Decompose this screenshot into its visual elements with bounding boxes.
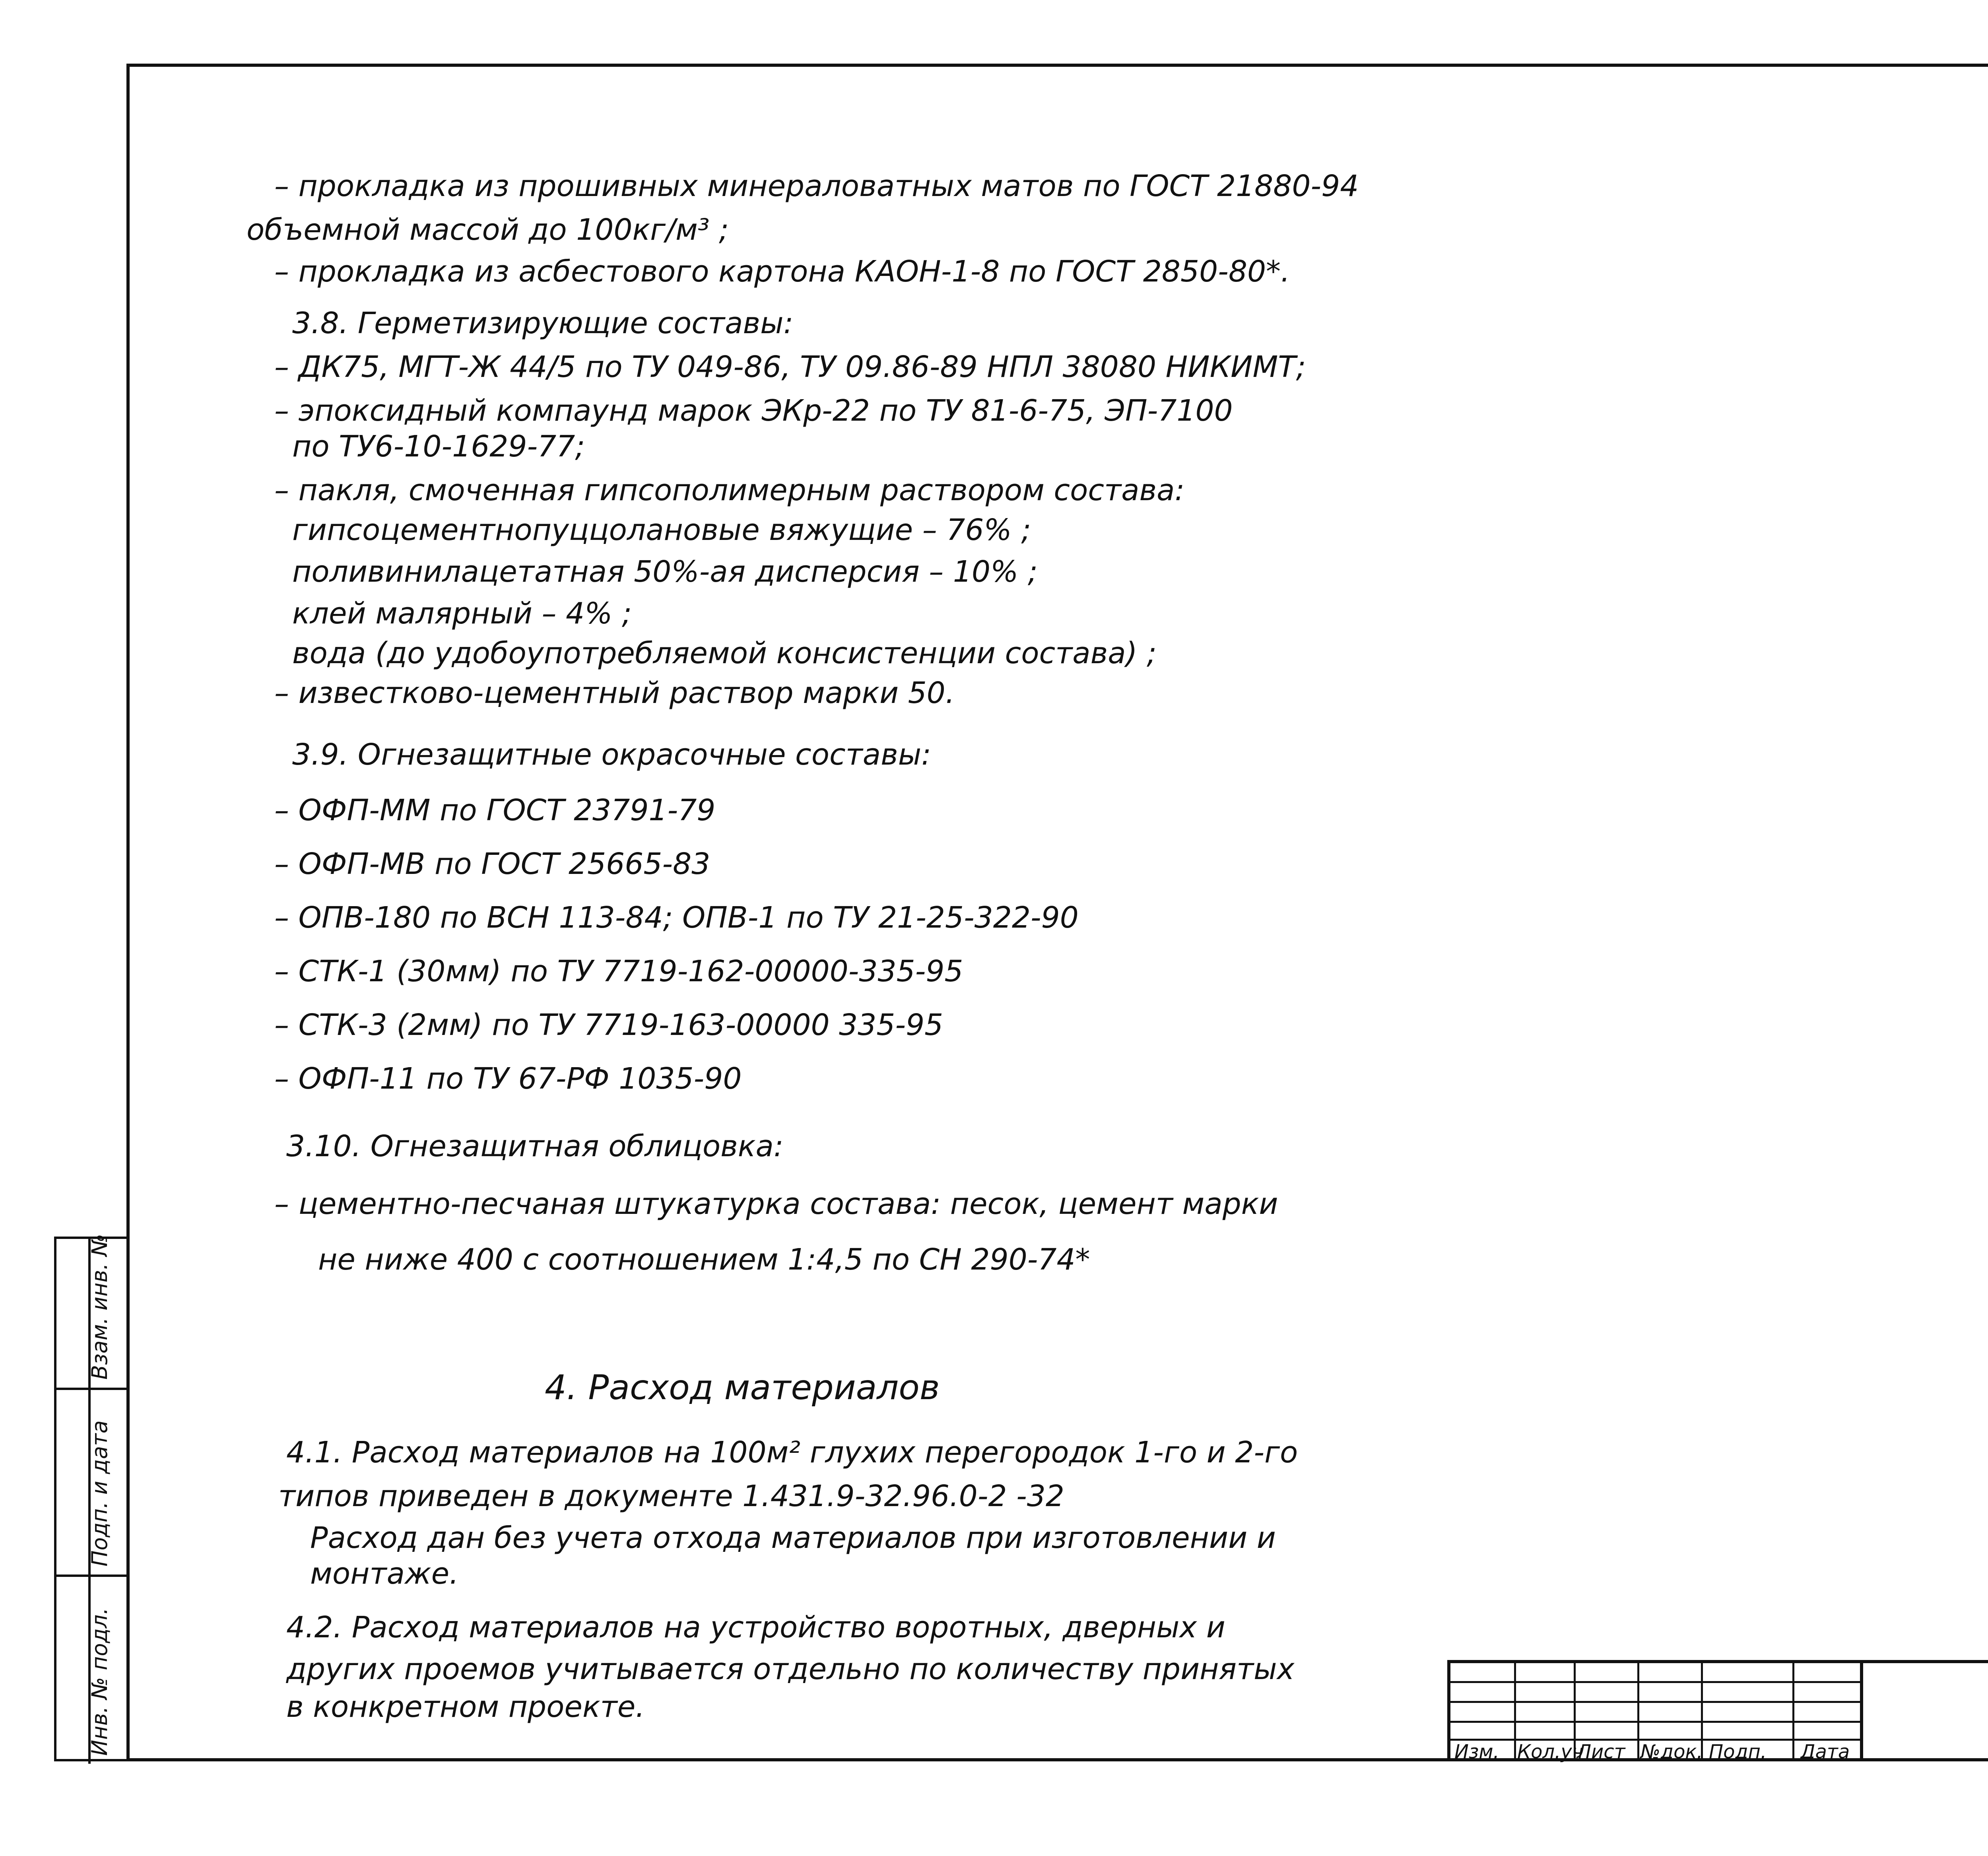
body-line: – прокладка из прошивных минераловатных матов по ГОСТ 21880-94 bbox=[274, 169, 1359, 203]
body-line: клей малярный – 4% ; bbox=[292, 596, 632, 631]
left-approval-stamp bbox=[54, 1234, 126, 1761]
body-line: типов приведен в документе 1.431.9-32.96.0-2 -32 bbox=[278, 1479, 1064, 1513]
body-line: 3.8. Герметизирующие составы: bbox=[292, 306, 794, 340]
col-label: Дата bbox=[1800, 1741, 1850, 1763]
body-line: – эпоксидный компаунд марок ЭКр-22 по ТУ 81-6-75, ЭП-7100 bbox=[274, 394, 1233, 428]
body-line: 3.10. Огнезащитная облицовка: bbox=[286, 1129, 784, 1163]
body-line: – ОФП-11 по ТУ 67-РФ 1035-90 bbox=[274, 1062, 742, 1096]
body-line: других проемов учитывается отдельно по количеству принятых bbox=[286, 1652, 1295, 1686]
body-line: – СТК-1 (30мм) по ТУ 7719-162-00000-335-95 bbox=[274, 954, 963, 988]
stamp-label: Инв. № подл. bbox=[87, 1607, 112, 1756]
stamp-cell bbox=[56, 1577, 126, 1764]
body-line: поливинилацетатная 50%-ая дисперсия – 10% ; bbox=[292, 555, 1038, 589]
body-line: – ОФП-МВ по ГОСТ 25665-83 bbox=[274, 847, 711, 881]
stamp-cell bbox=[56, 1234, 126, 1390]
col-label: №док. bbox=[1640, 1741, 1703, 1763]
col-label: Изм. bbox=[1454, 1741, 1499, 1763]
col-label: Кол.уч bbox=[1517, 1741, 1584, 1763]
stamp-cell bbox=[56, 1390, 126, 1577]
body-line: 3.9. Огнезащитные окрасочные составы: bbox=[292, 738, 932, 772]
stamp-label: Взам. инв. № bbox=[87, 1234, 112, 1380]
body-line: объемной массой до 100кг/м³ ; bbox=[247, 213, 729, 247]
col-label: Подп. bbox=[1709, 1741, 1767, 1763]
body-line: – ОПВ-180 по ВСН 113-84; ОПВ-1 по ТУ 21-25-322-90 bbox=[274, 901, 1079, 935]
revision-grid bbox=[1450, 1663, 1860, 1761]
body-line: не ниже 400 с соотношением 1:4,5 по СН 290-74* bbox=[318, 1243, 1090, 1277]
body-line: 4.1. Расход материалов на 100м² глухих перегородок 1-го и 2-го bbox=[286, 1435, 1298, 1470]
body-line: по ТУ6-10-1629-77; bbox=[292, 429, 585, 464]
body-line: гипсоцементнопуццолановые вяжущие – 76% ; bbox=[292, 513, 1031, 547]
body-line: 4.2. Расход материалов на устройство воротных, дверных и bbox=[286, 1610, 1225, 1644]
body-line: – ДК75, МГТ-Ж 44/5 по ТУ 049-86, ТУ 09.86-89 НПЛ 38080 НИКИМТ; bbox=[274, 350, 1306, 384]
body-line: – пакля, смоченная гипсополимерным раствором состава: bbox=[274, 473, 1185, 507]
body-line: – СТК-3 (2мм) по ТУ 7719-163-00000 335-95 bbox=[274, 1008, 944, 1042]
col-label: Лист bbox=[1577, 1741, 1625, 1763]
stamp-label: Подп. и дата bbox=[87, 1420, 112, 1567]
body-line: в конкретном проекте. bbox=[286, 1690, 645, 1724]
body-line: Расход дан без учета отхода материалов при изготовлении и bbox=[310, 1521, 1276, 1555]
body-line: – известково-цементный раствор марки 50. bbox=[274, 676, 955, 710]
body-line: вода (до удобоупотребляемой консистенции состава) ; bbox=[292, 636, 1157, 670]
title-block bbox=[1447, 1660, 1988, 1761]
body-line: – ОФП-ММ по ГОСТ 23791-79 bbox=[274, 793, 716, 827]
body-line: – прокладка из асбестового картона КАОН-1-8 по ГОСТ 2850-80*. bbox=[274, 254, 1290, 289]
body-line: монтаже. bbox=[310, 1557, 459, 1591]
body-line: – цементно-песчаная штукатурка состава: песок, цемент марки bbox=[274, 1187, 1278, 1221]
section-heading: 4. Расход материалов bbox=[545, 1368, 940, 1408]
